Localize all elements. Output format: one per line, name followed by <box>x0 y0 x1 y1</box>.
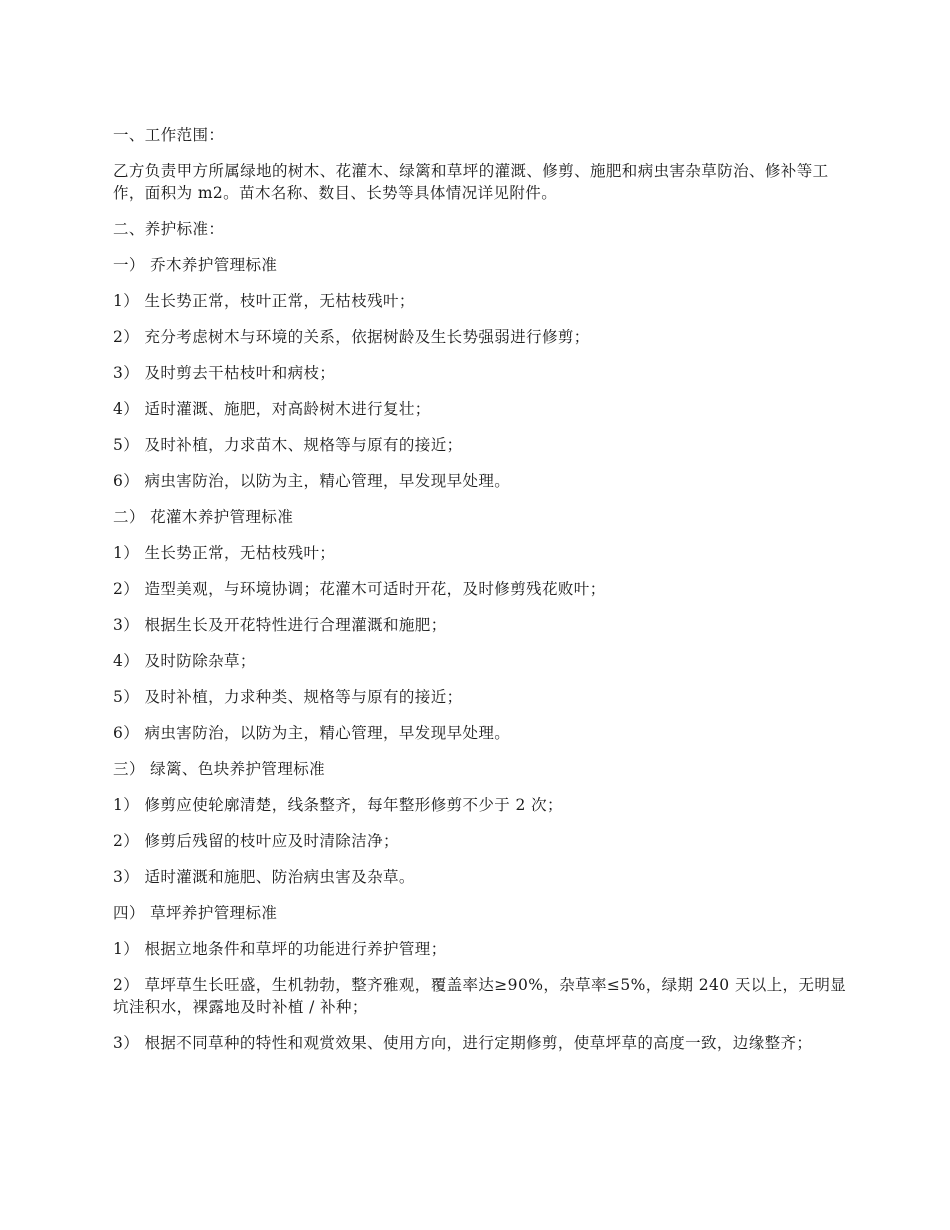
list-item: 3） 适时灌溉和施肥、防治病虫害及杂草。 <box>113 868 415 886</box>
list-item: 6） 病虫害防治，以防为主，精心管理，早发现早处理。 <box>113 724 511 742</box>
list-item: 3） 根据不同草种的特性和观赏效果、使用方向，进行定期修剪，使草坪草的高度一致，边缘整齐； <box>113 1034 813 1052</box>
list-item: 2） 草坪草生长旺盛，生机勃勃，整齐雅观，覆盖率达≥90%，杂草率≤5%，绿期 240 天以上，无明显坑洼积水，裸露地及时补植 / 补种； <box>113 976 847 1016</box>
subsection-heading-lawn: 四） 草坪养护管理标准 <box>113 904 278 922</box>
section-heading-maintenance-standard: 二、养护标准： <box>113 220 225 238</box>
list-item: 2） 造型美观，与环境协调；花灌木可适时开花，及时修剪残花败叶； <box>113 580 606 598</box>
work-scope-text: 乙方负责甲方所属绿地的树木、花灌木、绿篱和草坪的灌溉、修剪、施肥和病虫害杂草防治、修补等工作，面积为 m2。苗木名称、数目、长势等具体情况详见附件。 <box>113 162 829 202</box>
list-item: 5） 及时补植，力求苗木、规格等与原有的接近； <box>113 436 463 454</box>
section-heading-work-scope: 一、工作范围： <box>113 126 225 144</box>
list-item: 1） 修剪应使轮廓清楚，线条整齐，每年整形修剪不少于 2 次； <box>113 796 563 814</box>
subsection-heading-hedges: 三） 绿篱、色块养护管理标准 <box>113 760 326 778</box>
list-item: 1） 生长势正常，无枯枝残叶； <box>113 544 336 562</box>
list-item: 1） 根据立地条件和草坪的功能进行养护管理； <box>113 940 447 958</box>
list-item: 2） 修剪后残留的枝叶应及时清除洁净； <box>113 832 399 850</box>
subsection-heading-trees: 一） 乔木养护管理标准 <box>113 256 278 274</box>
list-item: 2） 充分考虑树木与环境的关系，依据树龄及生长势强弱进行修剪； <box>113 328 590 346</box>
subsection-heading-shrubs: 二） 花灌木养护管理标准 <box>113 508 294 526</box>
list-item: 4） 适时灌溉、施肥，对高龄树木进行复壮； <box>113 400 431 418</box>
list-item: 3） 及时剪去干枯枝叶和病枝； <box>113 364 336 382</box>
list-item: 3） 根据生长及开花特性进行合理灌溉和施肥； <box>113 616 447 634</box>
list-item: 4） 及时防除杂草； <box>113 652 256 670</box>
list-item: 1） 生长势正常，枝叶正常，无枯枝残叶； <box>113 292 415 310</box>
list-item: 5） 及时补植，力求种类、规格等与原有的接近； <box>113 688 463 706</box>
document-body <box>113 124 848 1068</box>
list-item: 6） 病虫害防治，以防为主，精心管理，早发现早处理。 <box>113 472 511 490</box>
